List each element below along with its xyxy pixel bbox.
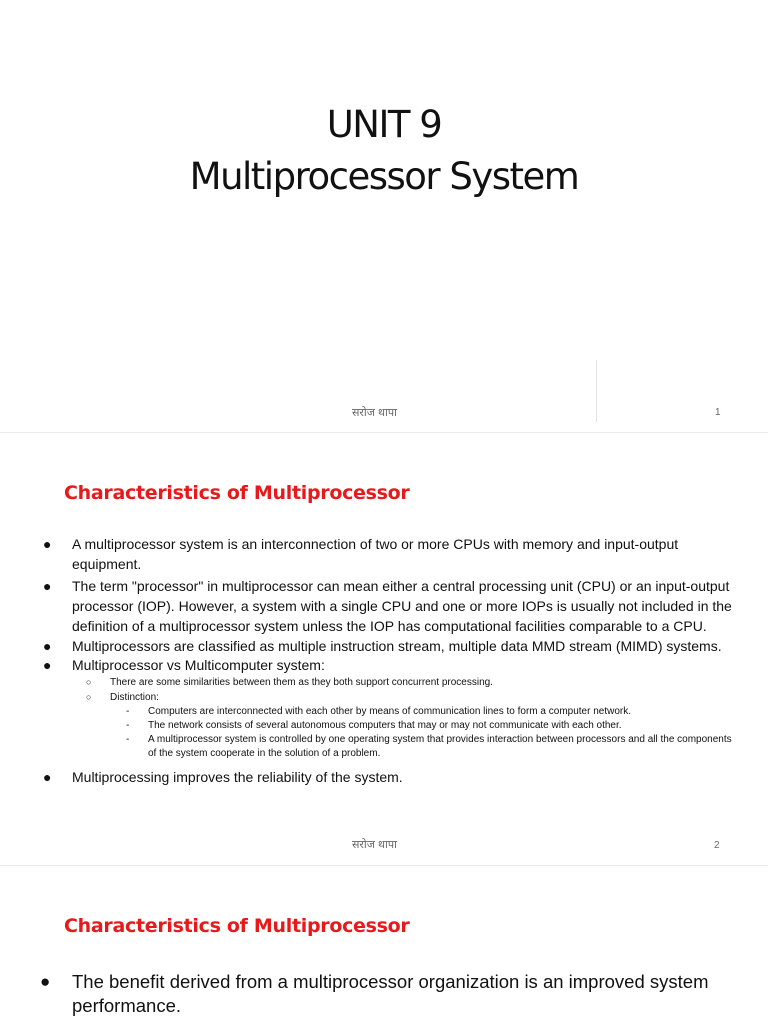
slide-heading: Characteristics of Multiprocessor (64, 482, 410, 504)
dash-list-item: - Computers are interconnected with each other by means of communication lines to form a computer network. (126, 706, 632, 717)
footer-divider (596, 360, 597, 422)
list-item: ● The term "processor" in multiprocessor can mean either a central processing unit (CPU) or an input-output processor (IOP). However, a system with a single CPU and one or more IOPs is usually not included in the definition of a multiprocessor system unless the IOP has computational facilities comparable to a CPU. (43, 578, 732, 634)
list-item: ● Multiprocessor vs Multicomputer system: (43, 657, 325, 673)
list-item: ● The benefit derived from a multiprocessor organization is an improved system performance. (40, 971, 709, 1016)
list-item: ● Multiprocessors are classified as multiple instruction stream, multiple data MMD stream (MIMD) systems. (43, 638, 722, 654)
slide-2 (0, 433, 768, 865)
bullet-list (42, 534, 732, 789)
slide-title: Multiprocessor System (189, 155, 579, 198)
slide-heading: Characteristics of Multiprocessor (64, 915, 410, 937)
bullet-list (40, 970, 730, 1018)
footer-author: सरोज थापा (352, 839, 397, 851)
footer-author: सरोज थापा (352, 407, 397, 419)
list-item: ● Multiprocessing improves the reliability of the system. (43, 769, 403, 785)
unit-title: UNIT 9 (326, 103, 442, 146)
page-number: 2 (714, 840, 720, 851)
list-item: ● A multiprocessor system is an interconnection of two or more CPUs with memory and input-output equipment. (43, 536, 679, 572)
page-number: 1 (715, 407, 721, 418)
slide-3 (0, 866, 768, 1024)
dash-list-item: - A multiprocessor system is controlled by one operating system that provides interaction between processors and all the components of the system cooperate in the solution of a problem. (126, 734, 732, 759)
dash-list-item: - The network consists of several autonomous computers that may or may not communicate with each other. (126, 720, 622, 731)
sub-list-item: ○ There are some similarities between them as they both support concurrent processing. (86, 677, 493, 688)
sub-list-item: ○ Distinction: (86, 692, 159, 703)
slide-1 (0, 0, 768, 432)
